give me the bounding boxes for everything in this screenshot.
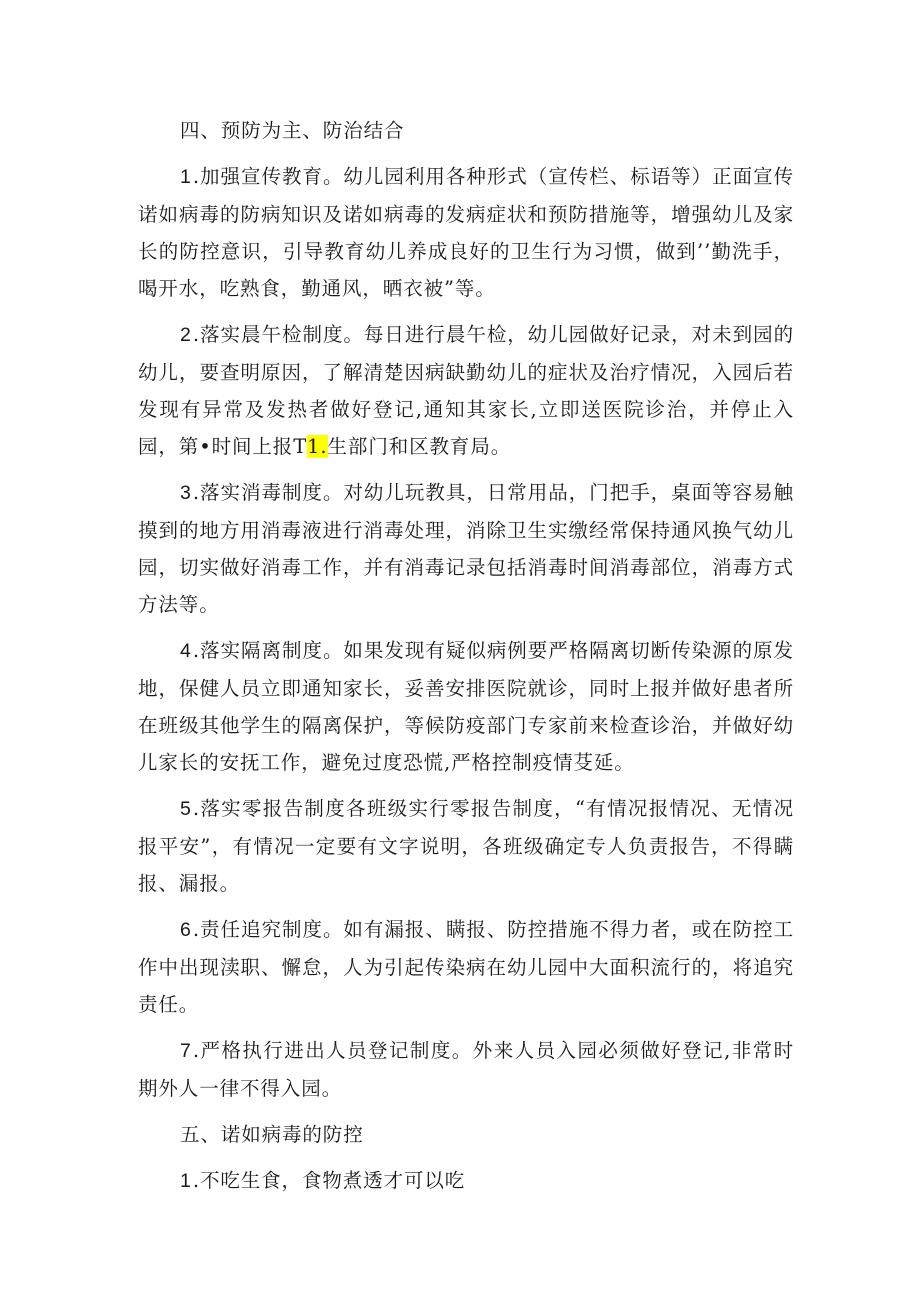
paragraph-text: .严格执行进出人员登记制度。外来人员入园必须做好登记,非常时期外人一律不得入园。 (138, 1039, 794, 1100)
item-number: 3 (180, 482, 193, 504)
paragraph-isolation (138, 632, 794, 781)
paragraph-disinfection (138, 474, 794, 623)
item-number: 1 (180, 166, 193, 188)
paragraph-text: .落实消毒制度。对幼儿玩教具，日常用品，门把手，桌面等容易触摸到的地方用消毒液进行消毒处理，消除卫生实缴经常保持通风换气幼儿园，切实做好消毒工作，并有消毒记录包括消毒时间消毒部位，消毒方式方法等。 (138, 481, 794, 616)
paragraph-no-raw-food (138, 1162, 794, 1200)
paragraph-morning-check (138, 316, 794, 465)
item-number: 2 (180, 324, 193, 346)
section-heading-norovirus-control: 五、诺如病毒的防控 (180, 1123, 364, 1146)
paragraph-text: .落实零报告制度各班级实行零报告制度，“有情况报情况、无情况报平安”，有情况一定要有文字说明，各班级确定专人负责报告，不得瞒报、漏报。 (138, 797, 794, 895)
paragraph-text: .落实隔离制度。如果发现有疑似病例要严格隔离切断传染源的原发地，保健人员立即通知家长，妥善安排医院就诊，同时上报并做好患者所在班级其他学生的隔离保护，等候防疫部门专家前来检查诊治，并做好幼儿家长的安抚工作，避免过度恐慌,严格控制疫情芟延。 (138, 639, 794, 774)
document-body (138, 112, 794, 1209)
paragraph-text: .责任追究制度。如有漏报、瞒报、防控措施不得力者，或在防控工作中出现渎职、懈怠，人为引起传染病在幼儿园中大面积流行的，将追究责任。 (138, 918, 794, 1016)
highlighted-text: 1. (307, 435, 328, 458)
item-number: 4 (180, 640, 193, 662)
paragraph-publicity-education (138, 158, 794, 307)
paragraph-text: .不吃生食，食物煮透才可以吃 (192, 1169, 466, 1192)
item-number: 7 (180, 1040, 193, 1062)
paragraph-text: .加强宣传教育。幼儿园利用各种形式（宣传栏、标语等）正面宣传诺如病毒的防病知识及诺如病毒的发病症状和预防措施等，增强幼儿及家长的防控意识，引导教育幼儿养成良好的卫生行为习惯，做到’’勤洗手，喝开水，吃熟食，勤通风，晒衣被”等。 (138, 165, 794, 300)
paragraph-accountability (138, 911, 794, 1023)
section-heading-prevention: 四、预防为主、防治结合 (180, 119, 405, 142)
paragraph-text: 生部门和区教育局。 (327, 435, 512, 458)
paragraph-zero-report (138, 790, 794, 902)
item-number: 6 (180, 919, 193, 941)
paragraph-text: .落实晨午检制度。每日进行晨午检，幼儿园做好记录，对未到园的幼儿，要查明原因，了解清楚因病缺勤幼儿的症状及治疗情况，入园后若发现有异常及发热者做好登记,通知其家长,立即送医院诊治，并停止入园，第•时间上报T (138, 323, 794, 458)
item-number: 1 (180, 1170, 193, 1192)
item-number: 5 (180, 798, 193, 820)
paragraph-visitor-registration (138, 1032, 794, 1107)
